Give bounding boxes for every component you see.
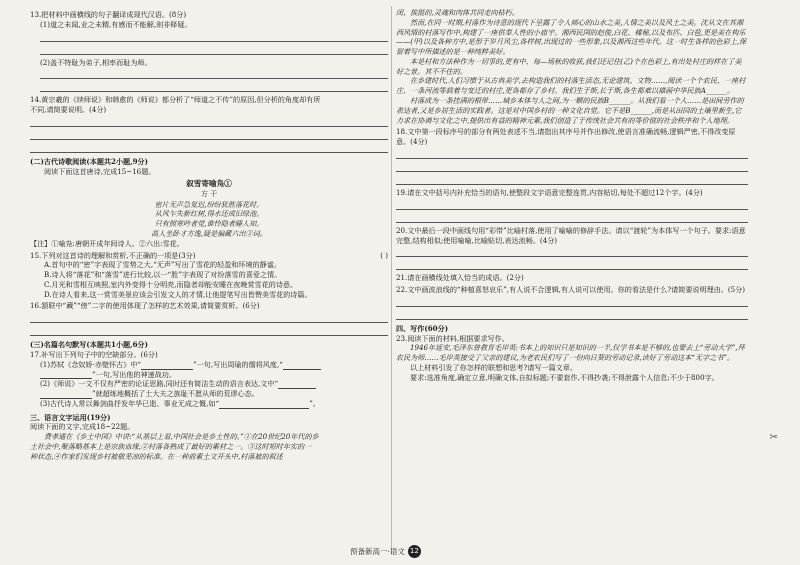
passage-line: 种状态,④作家们发现乡村被敬芜凉的标准。在一种前素土文开头中,村落被的叙述 (30, 451, 283, 461)
section-heading: (三)名篇名句默写(本题共1小题,6分) (30, 340, 148, 350)
option-a: A.首句中的“密”字表现了雪势之大,“无声”写出了雪花的轻盈和环境的静谧。 (44, 260, 281, 270)
answer-line[interactable] (396, 200, 748, 210)
poem-line: 只有照寒吟者觉,谁怜隐者睡人知。 (154, 219, 264, 229)
answer-line[interactable] (396, 162, 748, 172)
q14-stem-cont: 不同,请简要说明。(4分) (30, 105, 107, 115)
poem-author: 方 干 (200, 189, 218, 198)
blank-field[interactable] (141, 362, 193, 370)
q17-text: (1)苏轼《念奴娇·赤壁怀古》中“ (40, 359, 142, 369)
column-divider (391, 6, 392, 554)
answer-line[interactable] (30, 326, 388, 336)
answer-line[interactable] (40, 82, 388, 92)
blank-field[interactable] (40, 391, 92, 399)
q13-sub1: (1)道之未闻,业之未精,有感而不能解,则非释疑。 (40, 19, 192, 29)
page-number-badge: 12 (408, 545, 421, 558)
section-heading: (二)古代诗歌阅读(本题共2小题,9分) (30, 156, 148, 166)
answer-line[interactable] (396, 175, 748, 185)
answer-line[interactable] (396, 297, 748, 307)
passage-line: 闭、挨挺的,灵魂和肉体共同走向枯朽。 (396, 8, 519, 17)
answer-line[interactable] (396, 213, 748, 223)
passage-line: 土社会中,聚落略基本上是宗族血缘,②村落各熟成了最好的素材之一。③这时短时年实的一 (30, 442, 312, 451)
section-heading: 三、语言文字运用(19分) (30, 412, 111, 422)
q13-sub2: (2)盖不特耻为弟子,相率而耻为师。 (40, 57, 152, 67)
passage-paragraph: 在乡建时代,人们习惯于从古典美学,去构造我们的村落生活态,无论建筑、文物……,阅读一个个农民、一座村庄、一条河流等载着与变迁的村庄,更各都存了乡村。我们生于斯,长于斯,各生都难以描画中华民族A______。 (396, 76, 746, 96)
answer-bracket[interactable]: ( ) (380, 250, 388, 260)
blank-field[interactable] (278, 381, 316, 389)
writing-requirements: 要求:选准角度,确定立意,明确文体,自拟标题;不要套作,不得抄袭;不得泄露个人信息;不少于800字。 (410, 372, 719, 382)
answer-line[interactable] (396, 310, 748, 320)
footer-label: 预备新高一·语文 (350, 547, 405, 556)
q17-sub1-cont (30, 370, 388, 380)
q17-text: ”。 (309, 398, 320, 408)
q22-stem: 22.文中画波浪线的“种植喜怒哀乐”,有人说不合逻辑,有人说可以使用。你的看法是什么?请简要说明理由。(5分) (396, 285, 746, 295)
section-intro: 阅读下面这首唐诗,完成15~16题。 (44, 166, 156, 176)
q13-stem: 13.把材料中画横线的句子翻译成现代汉语。(8分) (30, 10, 187, 19)
answer-line[interactable] (40, 45, 388, 55)
q16-stem: 16.颔联中“藏”“傍”二字的使用体现了怎样的艺术效果,请简要赏析。(6分) (30, 301, 260, 311)
option-d: D.在诗人看来,这一赏雪美景应该会引发文人的才情,让他提笔写出皆赞美雪花的诗篇。 (44, 289, 312, 299)
passage-paragraph: 本是村和方法种作为一切事的,更有中、每—场秋的收获,我们还记住(乙)个在色彩上,有出处村庄的样在了美好之景。其不不住的。 (396, 56, 742, 76)
left-column (30, 8, 388, 462)
q17-sub2 (30, 379, 388, 389)
q21-stem: 21.请在画横线处填入恰当的成语。(2分) (396, 273, 524, 283)
q17-text: (2)《师说》一文不仅有严密的论证思路,同时还有简洁生动的语言表达,文中“ (40, 379, 279, 389)
q17-sub2-cont (30, 389, 388, 399)
passage-line: 费孝通在《乡土中国》中讲:“从基层上看,中国社会是乡土性的。”①在20世纪20年代的乡 (44, 432, 319, 442)
q17-text: ”一句,写出他的神速战功。 (92, 369, 176, 379)
poem-note: 【注】①喻凫:唐朝开成年间诗人。②六出:雪花。 (30, 238, 184, 248)
q17-stem: 17.补写出下列句子中的空缺部分。(6分) (30, 349, 158, 359)
answer-line[interactable] (40, 69, 388, 79)
poem-line: 从风乍失新红树,得水还成旧绿池。 (154, 209, 264, 219)
passage-paragraph: 村落成为一条挂满的根带……城乡本体与人之间,为一颗的民族B______。从我们看一个人……是田间劳作的表达者,又是乡居生活的实践者。这是对中国乡村的一种文化自觉。它不是B______,而是从田园的土壤里新生,它力求在协调与文化之中,提供出有益的精神元素,我们创造了于传统社会共有的等价值的社会秩序和个人地理。 (396, 96, 744, 125)
blank-field[interactable] (283, 362, 321, 370)
blank-field[interactable] (271, 401, 309, 409)
answer-line[interactable] (40, 32, 388, 42)
poem-title: 叙雪寄喻凫① (186, 179, 232, 189)
answer-line[interactable] (30, 313, 388, 323)
option-b: B.诗人将“落花”和“落雪”进行比较,以一“胜”字表现了对纷落雪的喜爱之情。 (44, 270, 282, 280)
q17-text: ”一句,写出周瑜的儒将风度,“ (193, 359, 283, 369)
section-heading: 四、写作(60分) (396, 323, 449, 333)
right-column (396, 8, 748, 383)
material-text: 1946年延安,毛泽东曾教育毛岸英:书本上的知识只是知识的一半,仅学书本是不够的,也要去上“劳动大学”,拜农民为师……毛岸英接受了父亲的建议,为老农民们写了一份向日葵的劳动记录,读好了劳动这本“无字之书”。 (396, 343, 745, 363)
poem-line: 高人坐卧才方逸,疑是偏藏六出②词。 (151, 228, 267, 238)
answer-line[interactable] (30, 117, 388, 127)
poem-line: 密片无声急复迟,纷纷犹胜落花时。 (154, 199, 264, 209)
passage-paragraph: 然而,在同一时期,村落作为诗意的现代下呈露了令人倾心的山水之美,人情之美以及风土之美。沈从文在其湘西风情的村落写作中,构建了一座供奉人性的小庙宇。湘西民国的赵俊,白花、榛秘,以及布匹、白苞,更是美在构乐——(甲)以及各种方中,是形于岁月风尘,各样树,出现过的一些形象,以及湘西这些年代。这一时生各样的色彩上,保留着写中所描述的是一种纯粹美好。 (396, 17, 747, 57)
scissors-icon: ✂ (769, 432, 778, 443)
q17-sub3 (30, 399, 388, 409)
answer-line[interactable] (30, 130, 388, 140)
q17-text: (3)古代诗人常以舞剑曲抒发年华已逝、事业无成之慨,如“ (40, 398, 220, 408)
answer-line[interactable] (396, 247, 748, 257)
blank-field[interactable] (40, 371, 92, 379)
answer-line[interactable] (396, 149, 748, 159)
answer-line[interactable] (30, 143, 388, 153)
section-intro: 阅读下面的文字,完成18~22题。 (30, 422, 135, 432)
page-footer (350, 545, 421, 558)
q18-stem: 18.文中第一段标序号的部分有两处表述不当,请指出其序号并作出修改,使语言准确流畅,逻辑严密,不得改变原意。(4分) (396, 127, 736, 147)
q15-text: 15.下列对这首诗的理解和赏析,不正确的一项是(3分) (30, 250, 196, 260)
blank-field[interactable] (219, 401, 271, 409)
q19-stem: 19.请在文中括号内补充恰当的语句,使整段文字语意完整连贯,内容贴切,每处不超过12个字。(4分) (396, 187, 703, 197)
q20-stem: 20.文中最后一段中画线句用“彩带”比喻村落,使用了喻喻的修辞手法。请以“渡轮”为本体写一个句子。要求:语意完整,结构相似;使用喻喻,比喻贴切,表达流畅。(4分) (396, 225, 746, 245)
q23-stem: 23.阅读下面的材料,根据要求写作。 (396, 333, 509, 343)
q15-stem (30, 251, 388, 261)
q14-stem: 14.黄宗羲的《续师说》和韩愈的《师说》都分析了“师道之不传”的原因,但分析的角度却有所 (30, 95, 321, 105)
option-c: C.月光和雪相互映照,室内外变得十分明亮,而隐者却能安睡在夜晚赏雪花的诗意。 (44, 279, 298, 289)
material-prompt: 以上材料引发了你怎样的联想和思考?请写一篇文章。 (410, 362, 577, 372)
q17-text: ”就超练地概括了土大夫之族耻不愿从师的荒谬心态。 (92, 389, 259, 399)
q17-sub1 (30, 360, 388, 370)
answer-line[interactable] (396, 260, 748, 270)
